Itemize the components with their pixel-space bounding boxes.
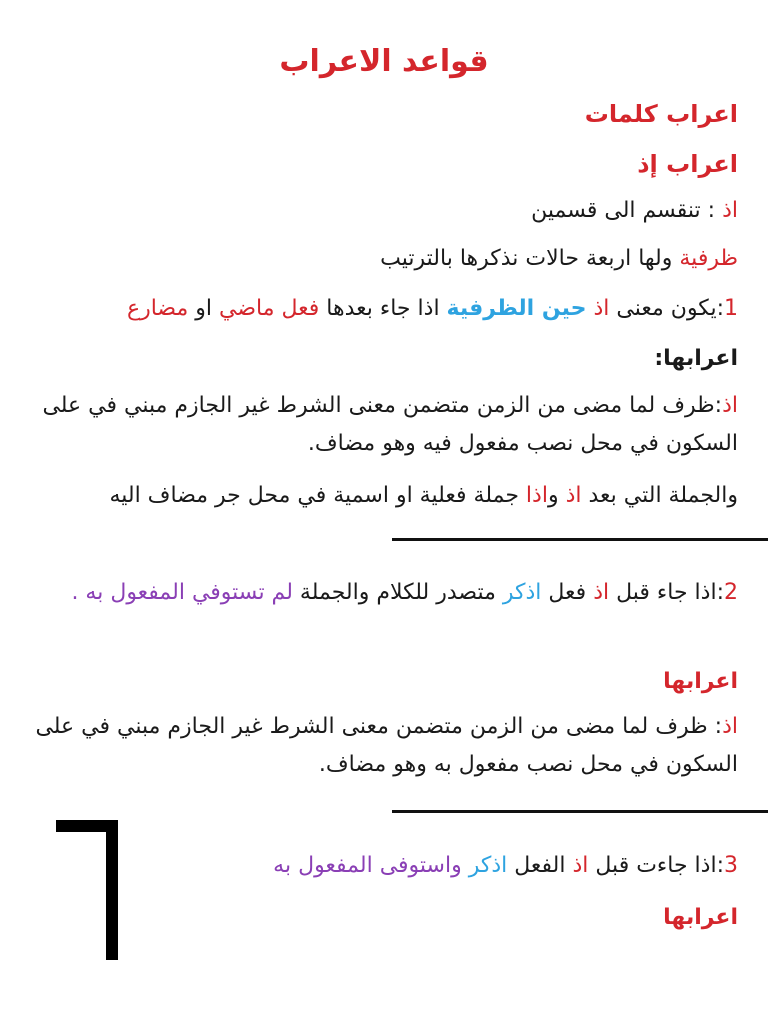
irab1-label: اعرابها:	[654, 346, 738, 371]
case2-p3: متصدر للكلام والجملة	[292, 580, 503, 605]
irab1-text: :ظرف لما مضى من الزمن متضمن معنى الشرط غير الجازم مبني في على السكون في محل نصب مفعول فيه وهو مضاف.	[42, 393, 738, 456]
case3-line	[200, 848, 738, 884]
section-heading: اعراب كلمات	[584, 100, 738, 128]
page-number-digit	[48, 812, 128, 962]
dharfiya-line	[30, 241, 738, 277]
jumla-idha: اذا	[525, 483, 548, 508]
case3-p1: :اذا جاءت قبل	[588, 853, 724, 878]
case3-p2: الفعل	[507, 853, 573, 878]
case1-p1: :يكون معنى	[609, 296, 724, 321]
case1-p2: اذا جاء بعدها	[319, 296, 447, 321]
dharfiya-word: ظرفية	[679, 246, 738, 271]
dharfiya-rest: ولها اربعة حالات نذكرها بالترتيب	[380, 246, 680, 271]
divider-1	[392, 538, 768, 541]
case2-p2: فعل	[541, 580, 594, 605]
irab2-label: اعرابها	[663, 669, 738, 694]
case1-hin: حين الظرفية	[446, 296, 587, 321]
jumla-p3: جملة فعلية او اسمية في محل جر مضاف اليه	[109, 483, 526, 508]
intro-line	[30, 193, 738, 229]
divider-2	[392, 810, 768, 813]
case1-space	[587, 296, 594, 321]
jumla-p1: والجملة التي بعد	[581, 483, 738, 508]
case2-idh: اذ	[593, 580, 610, 605]
case1-fial: فعل ماضي	[219, 296, 320, 321]
case3-wastawfa: واستوفى المفعول به	[273, 853, 462, 878]
case2-num: 2	[724, 580, 738, 605]
case2-udhkur: اذكر	[502, 580, 542, 605]
irab2-idh: اذ	[722, 714, 738, 739]
jumla-idh: اذ	[565, 483, 582, 508]
case1-p3: او	[188, 296, 220, 321]
case1-mudari: مضارع	[126, 296, 189, 321]
irab2-text: : ظرف لما مضى من الزمن متضمن معنى الشرط غير الجازم مبني في على السكون في محل نصب مفعول به وهو مضاف.	[35, 714, 738, 777]
intro-word: اذ	[722, 198, 738, 223]
sub-heading: اعراب إذ	[637, 150, 738, 178]
case2-lam: لم تستوفي المفعول به .	[71, 580, 293, 605]
irab1-paragraph	[30, 387, 738, 463]
irab3-label: اعرابها	[663, 905, 738, 930]
jumla-p2: و	[547, 483, 566, 508]
irab1-idh: اذ	[722, 393, 738, 418]
intro-rest: : تنقسم الى قسمين	[531, 198, 723, 223]
case2-p1: :اذا جاء قبل	[609, 580, 724, 605]
case3-idh: اذ	[572, 853, 589, 878]
case1-idh: اذ	[593, 296, 610, 321]
case2-paragraph	[30, 574, 738, 612]
case3-space	[462, 853, 469, 878]
case1-line	[30, 291, 738, 327]
jumla-line	[30, 478, 738, 514]
page-title: قواعد الاعراب	[279, 44, 489, 79]
case3-num: 3	[724, 853, 738, 878]
case1-num: 1	[724, 296, 738, 321]
case3-udhkur: اذكر	[468, 853, 508, 878]
irab2-paragraph	[30, 708, 738, 784]
